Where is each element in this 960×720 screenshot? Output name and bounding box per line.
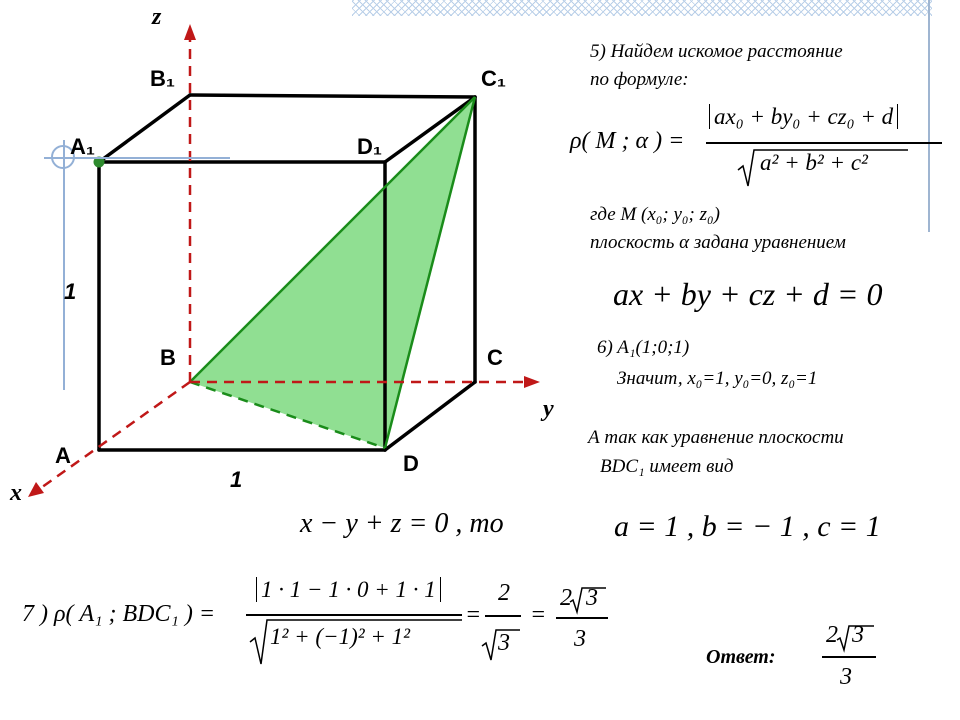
- step6-line1: 6) A₁(1;0;1): [597, 337, 690, 358]
- step7-fraction-bar-3: [556, 617, 608, 619]
- step7-frac2-den: 3: [498, 630, 510, 656]
- step7-denominator: 1² + (−1)² + 1²: [270, 624, 411, 649]
- edge-a1-b1: [99, 95, 190, 162]
- formula-dist-numerator: ax₀ + by₀ + cz₀ + d: [709, 104, 898, 130]
- answer-label: Ответ:: [706, 646, 776, 668]
- step7-equals-1: =: [465, 602, 482, 628]
- vertex-a-label: A: [55, 443, 71, 468]
- vertex-c1-label: C₁: [481, 66, 506, 91]
- where-line1: где М (x₀; y₀; z₀): [590, 204, 720, 225]
- coefficients: a = 1 , b = − 1 , c = 1: [614, 510, 881, 543]
- y-axis-arrow: [524, 376, 540, 388]
- step7-equals-2: =: [530, 602, 547, 628]
- vertex-c-label: C: [487, 345, 503, 370]
- step6-line2: Значит, x₀=1, y₀=0, z₀=1: [617, 368, 818, 389]
- answer-fraction-bar: [822, 656, 876, 658]
- x-axis-line: [38, 382, 190, 490]
- where-line2: плоскость α задана уравнением: [590, 232, 846, 253]
- plane-equation: ax + by + cz + d = 0: [613, 276, 883, 312]
- z-axis-arrow: [184, 24, 196, 40]
- plane-bdc1: [190, 97, 475, 448]
- step7-frac2-num: 2: [498, 580, 510, 606]
- vertex-b1-label: B₁: [150, 66, 175, 91]
- vertex-d-label: D: [403, 451, 419, 476]
- edge-b1-c1: [190, 95, 475, 97]
- header-pattern: [352, 0, 932, 16]
- bdc-note-line1: А так как уравнение плоскости: [588, 427, 844, 448]
- edge-width-label: 1: [230, 467, 243, 492]
- formula-dist-lhs: ρ( M ; α ) =: [570, 128, 685, 154]
- y-axis-label: y: [543, 396, 554, 422]
- vertex-d1-label: D₁: [357, 134, 382, 159]
- step5-line2: по формуле:: [590, 69, 689, 90]
- right-decor-line: [928, 0, 930, 232]
- step7-fraction-bar-1: [246, 614, 462, 616]
- step7-frac3-num: 2 3: [560, 585, 598, 611]
- formula-dist-fraction-bar: [706, 142, 942, 144]
- step7-numerator: 1 · 1 − 1 · 0 + 1 · 1: [256, 577, 441, 603]
- edge-height-label: 1: [64, 279, 77, 304]
- vertex-b-label: B: [160, 345, 176, 370]
- answer-numerator: 2 3: [826, 622, 864, 648]
- answer-denominator: 3: [840, 664, 852, 690]
- plane-bdc-equation: x − y + z = 0 , то: [300, 508, 504, 539]
- step7-fraction-bar-2: [485, 615, 521, 617]
- step7-frac3-den: 3: [574, 626, 586, 652]
- z-axis-label: z: [152, 4, 162, 30]
- formula-dist-denominator: a² + b² + c²: [760, 150, 868, 175]
- bdc-note-line2: BDC₁ имеет вид: [600, 456, 734, 477]
- step7-lhs: 7 ) ρ( A₁ ; BDC₁ ) =: [22, 601, 216, 627]
- crosshair-vertical: [63, 140, 65, 390]
- vertex-a1-label: A₁: [70, 134, 95, 159]
- x-axis-arrow: [28, 482, 44, 497]
- step5-line1: 5) Найдем искомое расстояние: [590, 41, 843, 62]
- x-axis-label: x: [10, 480, 22, 506]
